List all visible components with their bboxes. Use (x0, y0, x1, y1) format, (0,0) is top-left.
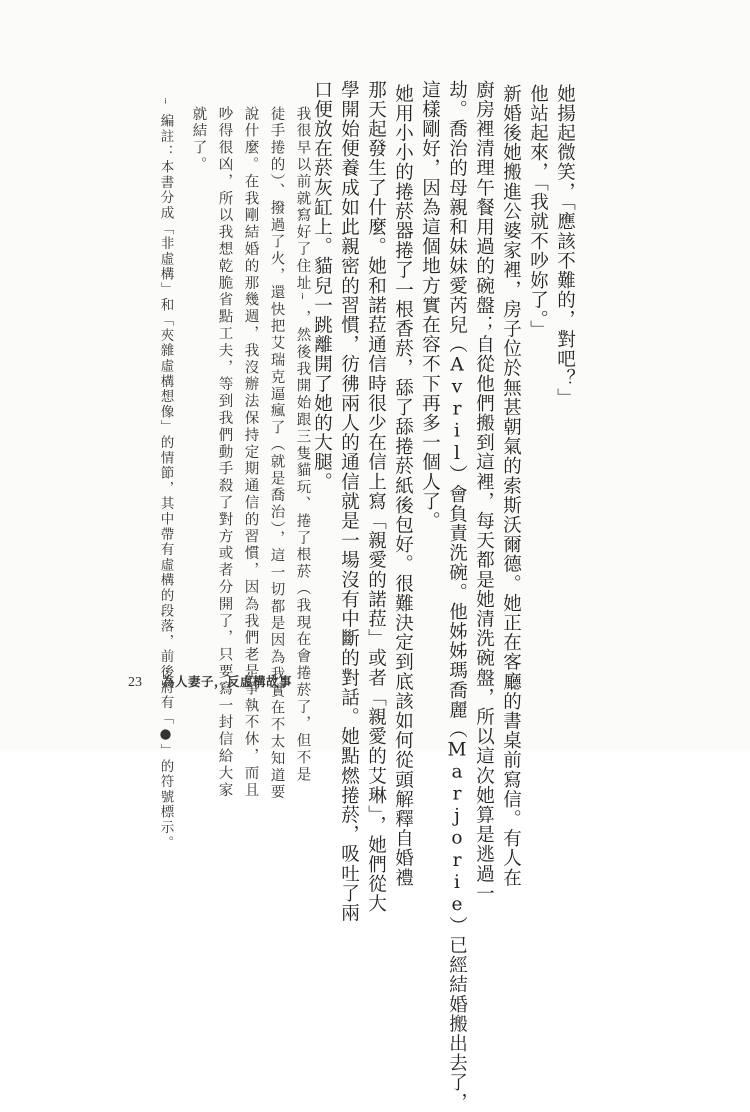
letter-line-4: 吵得很凶，所以我想乾脆省點工夫，等到我們動手殺了對方或者分開了，只要寫一封信給大家 (216, 106, 233, 799)
body-line-8: 那天起發生了什麼。她和諾菈通信時很少在信上寫「親愛的諾菈」或者「親愛的艾琳」，她們從大 (365, 80, 387, 914)
body-line-1: 她揚起微笑，「應該不難的，對吧？」 (554, 84, 576, 408)
body-line-2: 他站起來，「我就不吵妳了。」 (527, 84, 549, 340)
editor-footnote: ⁱ編註：本書分成「非虛構」和「夾雜虛構想像」的情節，其中帶有虛構的段落，前後將有「●」的符號標示。 (157, 96, 174, 851)
body-line-10: 口便放在菸灰缸上。貓兒一跳離開了她的大腿。 (311, 80, 333, 492)
running-title: 為人妻子，反虛構故事 (162, 674, 293, 689)
body-line-5: 劫。喬治的母親和妹妹愛芮兒（Avril）會負責洗碗。他姊姊瑪喬麗（Marjorie）已經結婚搬出去了， (446, 80, 468, 1112)
page-number: 23 (128, 675, 142, 690)
page-footer (128, 672, 292, 691)
letter-line-2: 徒手捲的）、撥過了火，還快把艾瑞克逼瘋了（就是喬治），這一切都是因為我實在不太知道要 (268, 106, 285, 802)
body-line-3: 新婚後她搬進公婆家裡，房子位於無甚朝氣的索斯沃爾德。她正在客廳的書桌前寫信。有人在 (500, 84, 522, 888)
body-line-6: 這樣剛好，因為這個地方實在容不下再多一個人了。 (419, 80, 441, 531)
body-line-9: 學開始便養成如此親密的習慣，彷彿兩人的通信就是一場沒有中斷的對話。她點燃捲菸，吸吐了兩 (338, 80, 360, 923)
body-line-4: 廚房裡清理午餐用過的碗盤；自從他們搬到這裡，每天都是她清洗碗盤，所以這次她算是逃過一 (473, 80, 495, 904)
letter-line-1: 我很早以前就寫好了住址ⁱ，然後我開始跟三隻貓玩、捲了根菸（我現在會捲菸了，但不是 (294, 106, 311, 784)
letter-line-3: 說什麼。在我剛結婚的那幾週，我沒辦法保持定期通信的習慣，因為我們老是爭執不休，而且 (242, 106, 259, 799)
body-line-7: 她用小小的捲菸器捲了一根香菸，舔了舔捲菸紙後包好。很難決定到底該如何從頭解釋自婚禮 (392, 84, 414, 888)
letter-line-5: 就結了。 (190, 106, 207, 174)
